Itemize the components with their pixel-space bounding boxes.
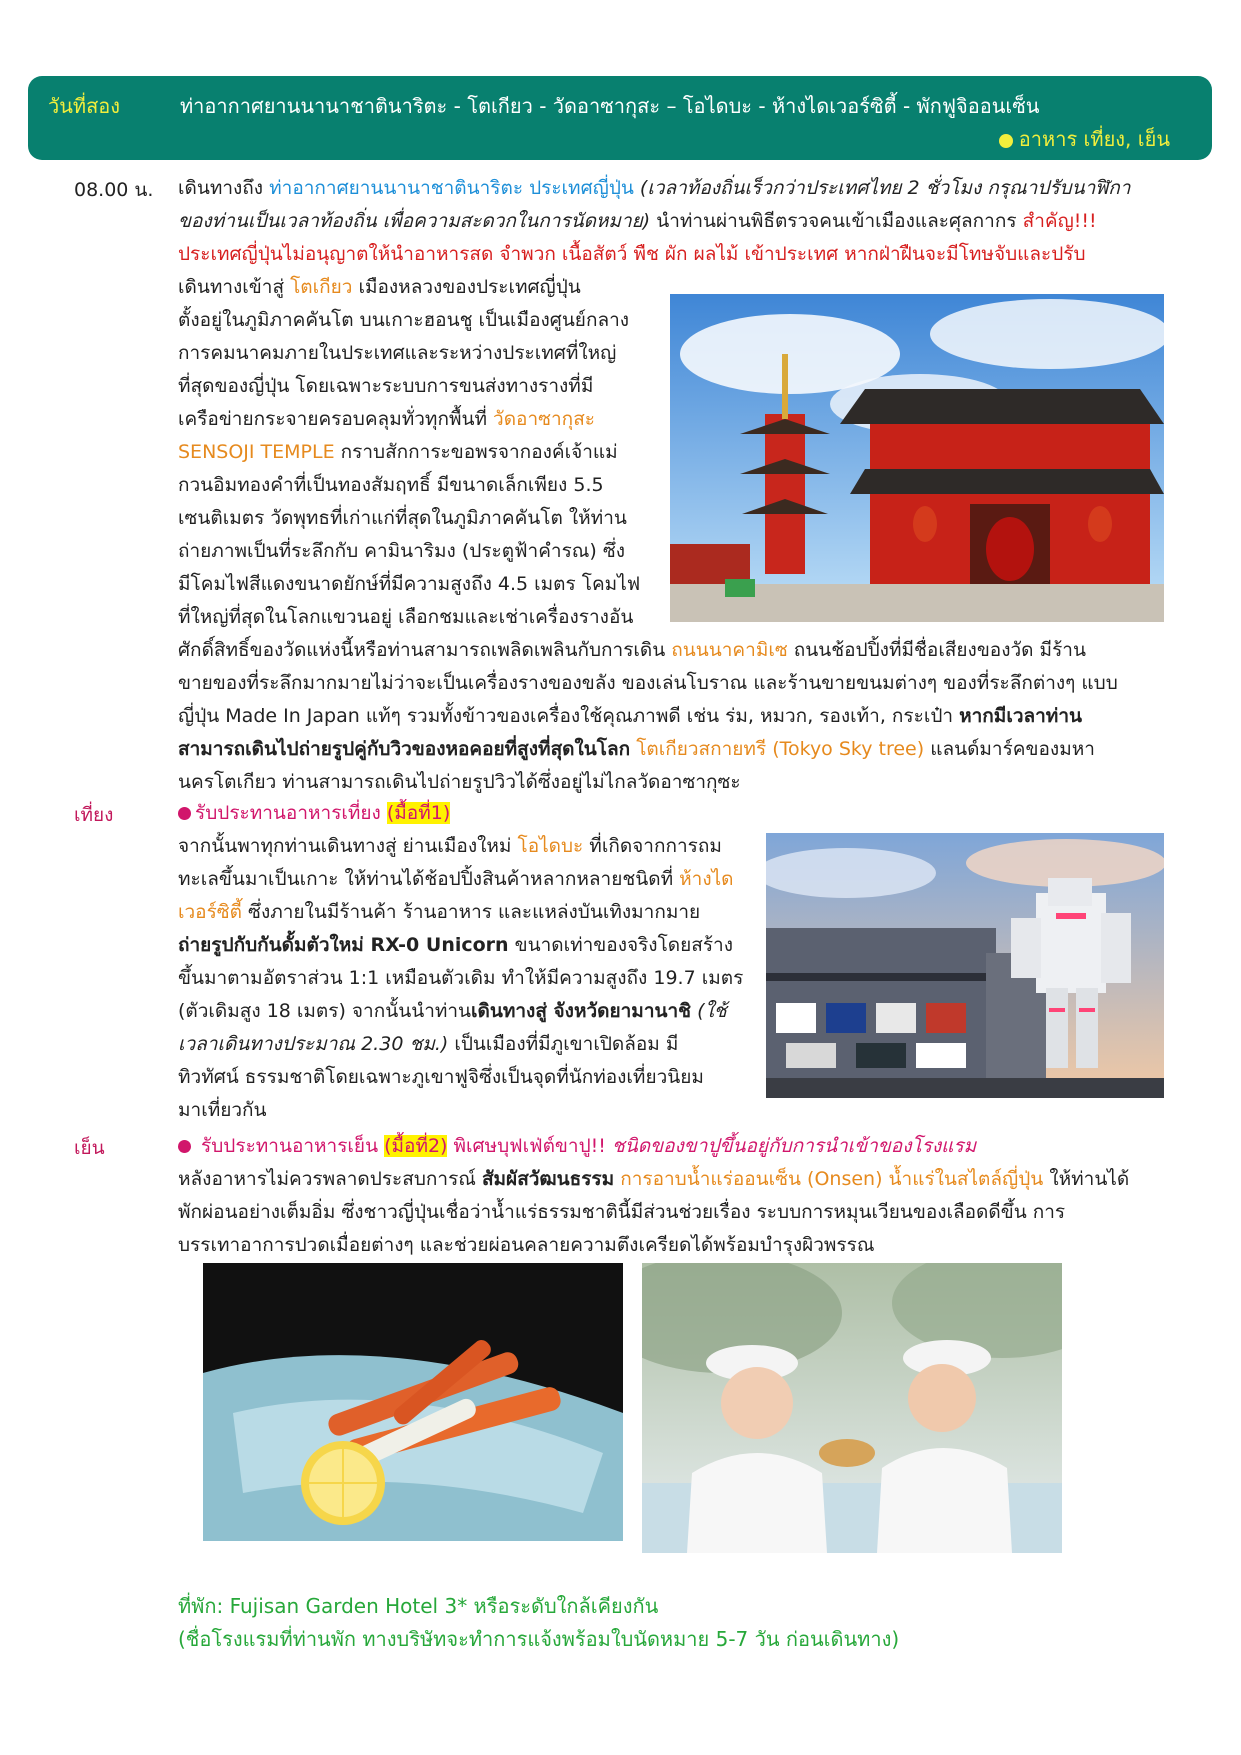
day-label: วันที่สอง [48,94,121,118]
text-span: สัมผัสวัฒนธรรม [481,1168,615,1190]
text-line: มาเที่ยวกัน [178,1099,267,1121]
text-span: วัดอาซากุสะ [493,408,595,430]
time-0800: 08.00 น. [74,179,154,201]
text-line [178,172,1130,205]
text-line: นครโตเกียว ท่านสามารถเดินไปถ่ายรูปวิวได้ซึ่งอยู่ไม่ไกลวัดอาซากุซะ [178,771,741,793]
text-span: เวอร์ซิตี้ [178,901,243,923]
text-span: หลังอาหารไม่ควรพลาดประสบการณ์ [178,1168,482,1190]
meal-badge: (มื้อที่1) [386,802,451,824]
time-dinner: เย็น [74,1137,105,1159]
text-span: เป็นเมืองที่มีภูเขาเปิดล้อม มี [448,1033,679,1055]
plate-icon [999,134,1013,148]
text-span: รับประทานอาหารเที่ยง [195,802,387,824]
text-span: ถนนนาคามิเซ [671,639,788,661]
text-line: ถ่ายภาพเป็นที่ระลึกกับ คามินาริมง (ประตูฟ้าคำรณ) ซึ่ง [178,540,626,562]
text-span: ซึ่งภายในมีร้านค้า ร้านอาหาร และแหล่งบันเทิงมากมาย [242,901,701,923]
text-span: นำท่านผ่านพิธีตรวจคนเข้าเมืองและศุลกากร [650,210,1023,232]
text-line: ที่สุดของญี่ปุ่น โดยเฉพาะระบบการขนส่งทางรางที่มี [178,375,594,397]
text-line [178,1028,743,1061]
lunch-block [178,797,743,1127]
text-span: พิเศษบุฟเฟ่ต์ขาปู!! [447,1135,612,1157]
text-line: ทิวทัศน์ ธรรมชาติโดยเฉพาะภูเขาฟูจิซึ่งเป็นจุดที่นักท่องเที่ยวนิยม [178,1066,704,1088]
text-line: ขายของที่ระลึกมากมายไม่ว่าจะเป็นเครื่องรางของขลัง ของเล่นโบราณ และร้านขายขนมต่างๆ ของที่ระลึกต่างๆ แบบ [178,672,1118,694]
text-span: SENSOJI TEMPLE [178,441,335,463]
text-span: ที่เกิดจากการถม [583,835,722,857]
text-span: เดินทางถึง [178,177,270,199]
text-line: กวนอิมทองคำที่เป็นทองสัมฤทธิ์ มีขนาดเล็กเพียง 5.5 [178,474,604,496]
sensoji-temple-photo [670,294,1164,622]
meal-badge: (มื้อที่2) [384,1135,448,1157]
text-span: ถ่ายรูปกับกันดั้มตัวใหม่ RX-0 Unicorn [178,934,509,956]
text-span: รับประทานอาหารเย็น [195,1135,385,1157]
crab-legs-photo [203,1263,623,1541]
text-line: ที่ใหญ่ที่สุดในโลกแขวนอยู่ เลือกชมและเช่าเครื่องรางอัน [178,606,634,628]
text-span: เครือข่ายกระจายครอบคลุมทั่วทุกพื้นที่ [178,408,494,430]
text-line: บรรเทาอาการปวดเมื่อยต่างๆ และช่วยผ่อนคลายความตึงเครียดได้พร้อมบำรุงผิวพรรณ [178,1234,875,1256]
text-line [178,830,743,863]
text-line [178,929,743,962]
text-span: กราบสักการะขอพรจากองค์เจ้าแม่ [334,441,618,463]
text-span: เดินทางสู่ จังหวัดยามานาชิ [471,1000,692,1022]
text-line: การคมนาคมภายในประเทศและระหว่างประเทศที่ใหญ่ [178,342,617,364]
text-span: เมืองหลวงของประเทศญี่ปุ่น [352,276,581,298]
plate-icon [178,807,191,820]
time-lunch: เที่ยง [74,804,114,826]
text-line [178,995,743,1028]
text-span: ญี่ปุ่น Made In Japan แท้ๆ รวมทั้งข้าวของเครื่องใช้คุณภาพดี เช่น ร่ม, หมวก, รองเท้า, กระเป๋า [178,705,960,727]
text-line [178,634,1130,667]
hotel-note: (ชื่อโรงแรมที่ท่านพัก ทางบริษัทจะทำการแจ้งพร้อมใบนัดหมาย 5-7 วัน ก่อนเดินทาง) [178,1627,900,1651]
diver-city-gundam-photo [766,833,1164,1098]
text-line: มีโคมไฟสีแดงขนาดยักษ์ที่มีความสูงถึง 4.5 เมตร โคมไฟ [178,573,641,595]
text-span: ห้างได [679,868,734,890]
text-span: แลนด์มาร์คของมหา [924,738,1095,760]
text-span: จากนั้นพาทุกท่านเดินทางสู่ ย่านเมืองใหม่ [178,835,518,857]
text-span: สำคัญ!!! [1022,210,1097,232]
text-span: ถนนช้อปปิ้งที่มีชื่อเสียงของวัด มีร้าน [787,639,1086,661]
text-line [178,1163,1129,1196]
route-title: ท่าอากาศยานนานาชาตินาริตะ - โตเกียว - วัดอาซากุสะ – โอไดบะ - ห้างไดเวอร์ซิตี้ - พักฟูจิออนเซ็น [180,94,1040,118]
text-span: ของท่านเป็นเวลาท้องถิ่น เพื่อความสะดวกในการนัดหมาย) [178,210,651,232]
hotel-name: ที่พัก: Fujisan Garden Hotel 3* หรือระดับใกล้เคียงกัน [178,1594,659,1618]
text-span: โตเกียวสกายทรี (Tokyo Sky tree) [636,738,925,760]
text-span: (ตัวเดิมสูง 18 เมตร) จากนั้นนำท่าน [178,1000,472,1022]
text-span: ชนิดของขาปูขึ้นอยู่กับการนำเข้าของโรงแรม [611,1135,977,1157]
text-line [178,700,1130,733]
text-span: สามารถเดินไปถ่ายรูปคู่กับวิวของหอคอยที่สูงที่สุดในโลก [178,738,631,760]
text-line: ประเทศญี่ปุ่นไม่อนุญาตให้นำอาหารสด จำพวก เนื้อสัตว์ พืช ผัก ผลไม้ เข้าประเทศ หากฝ่าฝืนจะมีโทษจับและปรับ [178,243,1086,265]
meals-text: อาหาร เที่ยง, เย็น [1018,127,1170,151]
text-line: พักผ่อนอย่างเต็มอิ่ม ซึ่งชาวญี่ปุ่นเชื่อว่าน้ำแร่ธรรมชาตินี้มีส่วนช่วยเรื่อง ระบบการหมุนเวียนของเลือดดีขึ้น การ [178,1201,1066,1223]
lunch-meal-line [178,797,743,830]
text-span: ท่าอากาศยานนานาชาตินาริตะ ประเทศญี่ปุ่น [269,177,634,199]
dinner-meal-line [178,1130,1129,1163]
meals-summary [999,123,1170,155]
text-span: หากมีเวลาท่าน [959,705,1082,727]
text-span: การอาบน้ำแร่ออนเซ็น (Onsen) น้ำแร่ในสไตล์ญี่ปุ่น [620,1168,1044,1190]
text-line [178,733,1130,766]
text-line: เซนติเมตร วัดพุทธที่เก่าแก่ที่สุดในภูมิภาคคันโต ให้ท่าน [178,507,627,529]
plate-icon [178,1140,191,1153]
text-span: ทะเลขึ้นมาเป็นเกาะ ให้ท่านได้ช้อปปิ้งสินค้าหลากหลายชนิดที่ [178,868,680,890]
text-span: ศักดิ์สิทธิ์ของวัดแห่งนี้หรือท่านสามารถเพลิดเพลินกับการเดิน [178,639,672,661]
text-span: (ใช้ [691,1000,727,1022]
text-line: ตั้งอยู่ในภูมิภาคคันโต บนเกาะฮอนชู เป็นเมืองศูนย์กลาง [178,309,630,331]
text-line [178,205,1130,238]
text-line: ขึ้นมาตามอัตราส่วน 1:1 เหมือนตัวเดิม ทำให้มีความสูงถึง 19.7 เมตร [178,967,744,989]
text-span: ให้ท่านได้ [1043,1168,1130,1190]
text-line [178,896,743,929]
text-span: โอไดบะ [517,835,584,857]
text-span: ขนาดเท่าของจริงโดยสร้าง [508,934,734,956]
day-header [28,76,1212,160]
text-span: (เวลาท้องถิ่นเร็วกว่าประเทศไทย 2 ชั่วโมง กรุณาปรับนาฬิกา [633,177,1131,199]
text-span: เวลาเดินทางประมาณ 2.30 ชม.) [178,1033,449,1055]
text-span: โตเกียว [290,276,353,298]
text-span: เดินทางเข้าสู่ [178,276,291,298]
dinner-block [178,1130,1129,1262]
onsen-photo [642,1263,1062,1553]
text-line [178,863,743,896]
